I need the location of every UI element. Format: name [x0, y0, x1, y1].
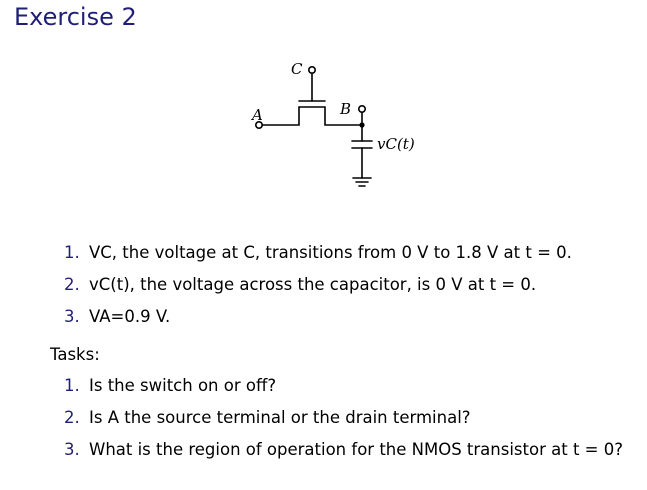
given-item — [64, 241, 644, 264]
task-number: 1. — [64, 376, 80, 395]
task-number: 2. — [64, 408, 80, 427]
nmos-circuit-diagram — [0, 0, 647, 230]
task-text: Is A the source terminal or the drain terminal? — [89, 408, 471, 427]
label-vc: vC(t) — [377, 135, 415, 153]
given-number: 2. — [64, 275, 80, 294]
tasks-heading: Tasks: — [50, 345, 100, 364]
tasks-list — [64, 374, 644, 470]
label-c: C — [291, 60, 303, 78]
terminal-b — [359, 106, 365, 112]
task-item — [64, 438, 644, 461]
transistor-left-leg — [262, 107, 299, 125]
given-list — [64, 241, 644, 337]
given-text: VC, the voltage at C, transitions from 0 V to 1.8 V at t = 0. — [89, 243, 572, 262]
given-item — [64, 305, 644, 328]
label-a: A — [252, 106, 263, 124]
task-text: What is the region of operation for the NMOS transistor at t = 0? — [89, 440, 623, 459]
given-number: 1. — [64, 243, 80, 262]
given-item — [64, 273, 644, 296]
task-item — [64, 374, 644, 397]
task-item — [64, 406, 644, 429]
label-b: B — [340, 100, 352, 118]
task-text: Is the switch on or off? — [89, 376, 277, 395]
slide-title: Exercise 2 — [14, 3, 137, 31]
task-number: 3. — [64, 440, 80, 459]
given-number: 3. — [64, 307, 80, 326]
node-b-dot — [359, 122, 364, 127]
given-text: vC(t), the voltage across the capacitor, is 0 V at t = 0. — [89, 275, 537, 294]
given-text: VA=0.9 V. — [89, 307, 171, 326]
